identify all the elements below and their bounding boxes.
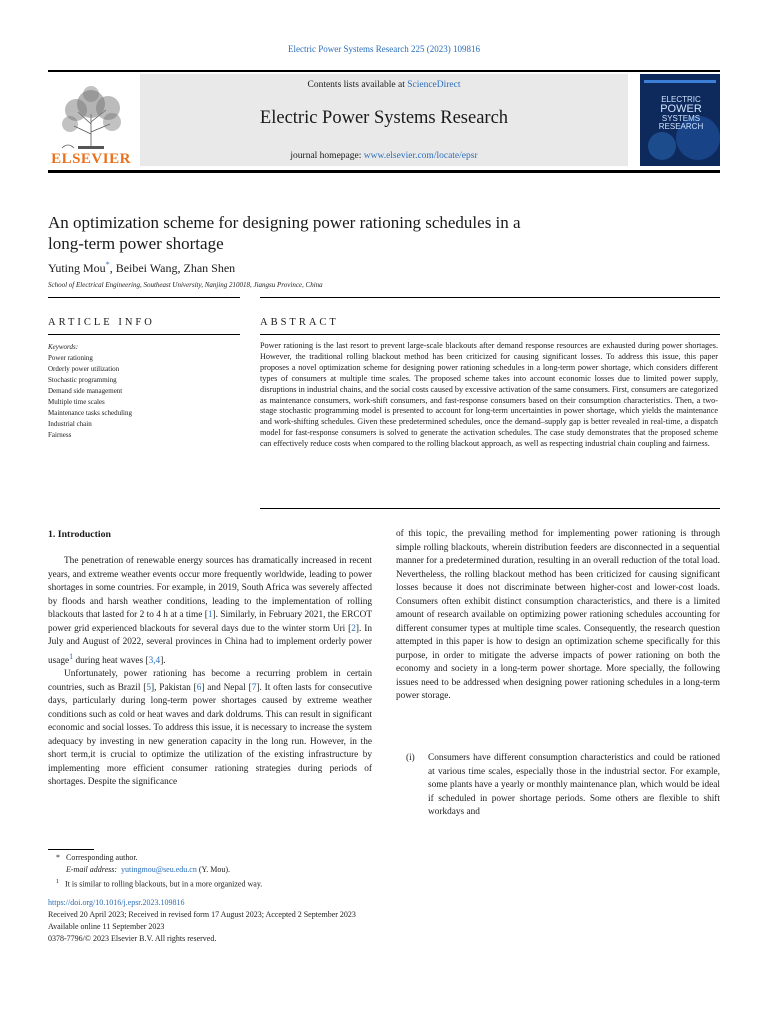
article-info-rule-top — [48, 297, 240, 298]
journal-title: Electric Power Systems Research — [259, 108, 509, 128]
footnotes — [56, 852, 262, 891]
email-suffix: (Y. Mou). — [196, 865, 231, 874]
footnote-text: It is similar to rolling blackouts, but in a more organized way. — [65, 879, 263, 889]
keyword: Industrial chain — [48, 420, 92, 428]
list-number: (i) — [406, 753, 415, 763]
text-run: ]. It often lasts for consecutive days, particularly during long-term power shortages caused by extreme weather conditions such as cold or heat waves and dark doldrums. This can result in significant economic and social losses. To address this issue, it is necessary to increase the system adequacy by investing in new generation capacity in the long run. However, in the short term,it is crucial to optimize the utilization of the existing infrastructure by implementing more efficient consumer rationing strategies during periods of shortages. Despite the significance — [48, 682, 373, 788]
sciencedirect-link[interactable]: ScienceDirect — [407, 80, 461, 90]
abstract-heading: ABSTRACT — [260, 317, 339, 328]
masthead-bottom-rule — [48, 170, 720, 173]
abstract-rule-top — [260, 297, 720, 298]
available-online: Available online 11 September 2023 — [48, 922, 165, 931]
footnote-mark: * — [56, 853, 60, 862]
article-info-rule-bottom — [48, 334, 240, 335]
homepage-prefix: journal homepage: — [290, 151, 364, 161]
text-run: ]. — [160, 655, 166, 666]
article-info-heading: ARTICLE INFO — [48, 317, 155, 328]
issue-list-item — [406, 752, 720, 820]
keywords-label: Keywords: — [48, 343, 79, 351]
text-run: ]. Similarly, in February 2021, the ERCOT power grid experienced blackouts for several days due to the winter storm Uri [ — [48, 610, 373, 634]
copyright: 0378-7796/© 2023 Elsevier B.V. All rights reserved. — [48, 934, 217, 943]
text-run: ]. In July and August of 2022, several provinces in China had to implement orderly power usage — [48, 623, 372, 666]
article-metadata — [48, 897, 356, 945]
footnote-text: Corresponding author. — [66, 853, 138, 862]
homepage-line — [140, 151, 628, 161]
text-run: during heat waves [ — [73, 655, 149, 666]
corresponding-footnote — [56, 852, 262, 864]
intro-paragraph-continued: of this topic, the prevailing method for implementing power rationing is through simple rolling blackouts, wherein distribution feeders are disconnected in a sequential manner for a predetermined duration, resulting in an overall reduction of the total load. Nevertheless, the rolling blackout method has been criticized for causing significant losses because it does not discriminate between higher-cost and lower-cost loads. Consumers often exhibit distinct consumption characteristics, and there is a limited amount of research available on optimizing power rationing schedules accounting for different consumer types at multiple time scales. Consequently, the research question attempted in this paper is how to design an optimization scheme specifically for this purpose, in order to mitigate the adverse impacts of power rationing on both the economy and society in a long-term power shortage. More specially, the following issues need to be addressed when designing power rationing schedules in a long-term power storage. — [396, 529, 720, 701]
footnote-mark: 1 — [56, 879, 59, 885]
keyword: Stochastic programming — [48, 376, 117, 384]
other-authors: , Beibei Wang, Zhan Shen — [109, 261, 236, 275]
keyword: Orderly power utilization — [48, 365, 120, 373]
citation-link[interactable]: 5 — [146, 682, 152, 693]
received-dates: Received 20 April 2023; Received in revised form 17 August 2023; Accepted 2 September 2023 — [48, 910, 356, 919]
section-heading-introduction: 1. Introduction — [48, 529, 111, 540]
left-column — [48, 555, 372, 790]
author-name[interactable]: Yuting Mou — [48, 261, 106, 275]
keyword: Multiple time scales — [48, 398, 105, 406]
affiliation: School of Electrical Engineering, Southeast University, Nanjing 210018, Jiangsu Province, China — [48, 281, 323, 289]
abstract-rule-end — [260, 508, 720, 509]
citation-link[interactable]: 6 — [196, 682, 202, 693]
email-footnote — [56, 864, 262, 876]
citation-link[interactable]: 1 — [207, 610, 213, 620]
journal-reference[interactable]: Electric Power Systems Research 225 (2023) 109816 — [288, 44, 480, 54]
journal-cover-image[interactable] — [640, 74, 720, 166]
citation-link[interactable]: 7 — [251, 682, 257, 693]
email-link[interactable]: yutingmou@seu.edu.cn — [121, 865, 197, 874]
cover-line: RESEARCH — [658, 122, 704, 131]
cover-title — [646, 96, 716, 131]
author-list — [48, 260, 235, 276]
footnote-rule — [48, 849, 94, 850]
contents-prefix: Contents lists available at — [307, 80, 408, 90]
title-line-1: An optimization scheme for designing power rationing schedules in a — [48, 213, 521, 232]
cover-line: POWER — [660, 103, 702, 115]
publisher-wordmark: ELSEVIER — [51, 151, 131, 167]
contents-line — [140, 80, 628, 90]
keywords-list — [48, 353, 132, 441]
cover-line: SYSTEMS — [661, 114, 701, 123]
footnote-mark[interactable]: 1 — [69, 651, 74, 661]
right-column — [396, 528, 720, 704]
title-line-2: long-term power shortage — [48, 234, 224, 253]
citation-link[interactable]: 3,4 — [148, 655, 161, 666]
keyword: Power rationing — [48, 354, 93, 362]
corresponding-author-mark[interactable]: * — [105, 260, 110, 269]
keyword: Maintenance tasks scheduling — [48, 409, 132, 417]
masthead-top-rule — [48, 70, 720, 72]
intro-paragraph-2 — [48, 668, 372, 790]
text-run: ], Pakistan [ — [151, 682, 197, 693]
footnote-1 — [56, 876, 262, 891]
homepage-link[interactable]: www.elsevier.com/locate/epsr — [363, 151, 478, 161]
text-run: ] and Nepal [ — [201, 682, 252, 693]
citation-link[interactable]: 2 — [351, 623, 356, 634]
article-title — [48, 212, 648, 254]
text-run: Unfortunately, power rationing has become a recurring problem in certain countries, such as Brazil [ — [48, 669, 372, 693]
abstract-text: Power rationing is the last resort to prevent large-scale blackouts after demand response resources are exhausted during power shortages. However, the traditional rolling blackout method has been criticized for causing significant losses. To address this issue, this paper proposes a novel optimization scheme for designing power rationing schedules in a long-term power shortage, which considers different types of consumers at multiple time scales. The proposed scheme takes into account economic losses due to limited power supply, disruptions in industrial chains, and the social costs caused by excessive activation of the same consumers. First, consumers are categorized as maintenance consumers, work-shift consumers, and fast-response consumers based on their consumption characteristics. Then, a two-stage stochastic programming model is presented to account for long-term uncertainties in power shortage, which yields the maintenance and work-shifting schedules. Given these predetermined schedules, once the demand–supply gap is better revealed in real-time, a dispatch model for fast-response consumers is solved to generate the activation schedules. The case study demonstrates that the proposed scheme can effectively reduce costs when compared to the rolling blackout approach, as well as respecting industrial chain coupling and fairness. — [260, 341, 718, 449]
abstract-rule-bottom — [260, 334, 720, 335]
intro-paragraph-1 — [48, 555, 372, 668]
keyword: Demand side management — [48, 387, 123, 395]
text-run: The penetration of renewable energy sources has dramatically increased in recent years, and extreme weather events occur more frequently worldwide, leading to power shortages in some countries. For example, in 2019, South Africa was severely affected by floods and harsh weather conditions, leading to the implementation of rolling blackouts that lasted for 2 to 4 h at a time [ — [48, 556, 372, 620]
cover-line: ELECTRIC — [661, 95, 701, 104]
email-label: E-mail address: — [66, 865, 120, 874]
doi-link[interactable]: https://doi.org/10.1016/j.epsr.2023.109816 — [48, 898, 185, 907]
list-text: Consumers have different consumption characteristics and could be rationed at various time scales, especially those in the industrial sector. For example, some plants have a yearly or monthly maintenance plan, which would be ideal if scheduled in power shortage periods. Some others are flexible to shift workdays and — [428, 753, 720, 817]
keyword: Fairness — [48, 431, 72, 439]
